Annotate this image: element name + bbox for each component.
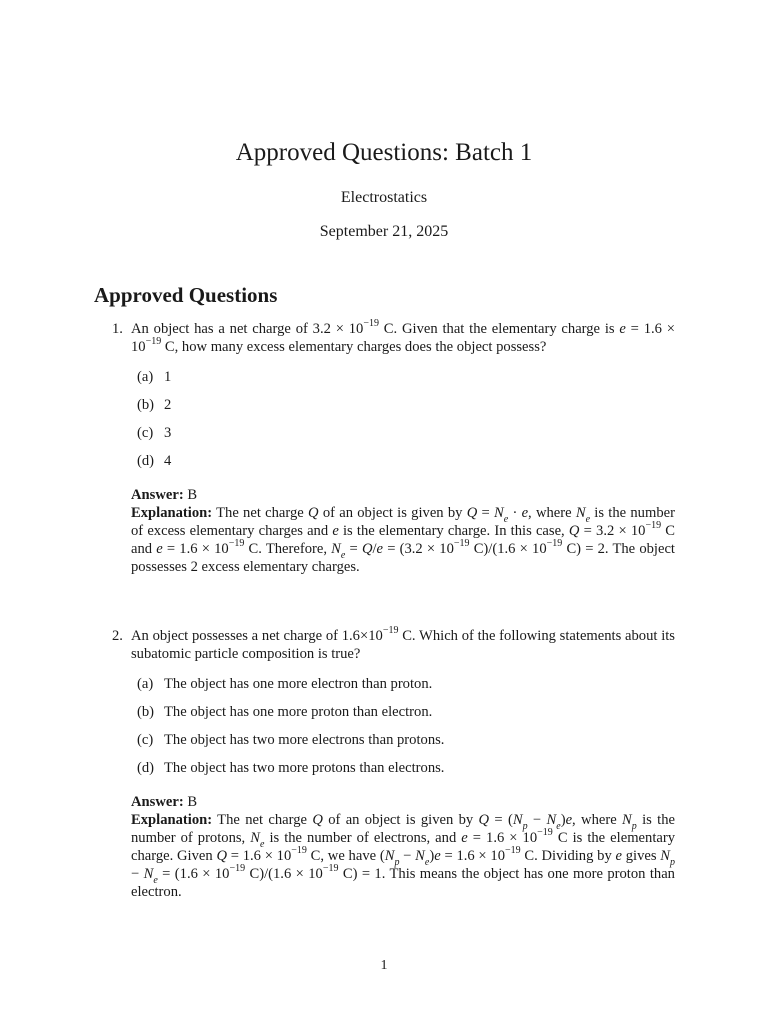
document-subtitle: Electrostatics — [340, 189, 428, 206]
option-text: 3 — [164, 425, 172, 441]
answer-value: B — [187, 794, 198, 810]
option-text: The object has one more electron than proton. — [164, 676, 433, 692]
answer-label: Answer: — [131, 487, 184, 503]
question-number: 1. — [112, 321, 123, 337]
answer-line — [131, 793, 675, 811]
option-text: The object has one more proton than electron. — [164, 704, 433, 720]
section-heading: Approved Questions — [94, 283, 278, 307]
option-d — [131, 452, 675, 480]
option-label: (c) — [137, 425, 154, 441]
explanation-label: Explanation: — [131, 812, 213, 828]
option-label: (b) — [137, 704, 155, 720]
explanation-label: Explanation: — [131, 505, 213, 521]
option-label: (d) — [137, 760, 155, 776]
option-b — [131, 703, 675, 731]
document-title: Approved Questions: Batch 1 — [235, 139, 533, 166]
question-2 — [105, 627, 675, 901]
option-label: (a) — [137, 676, 154, 692]
option-label: (b) — [137, 397, 155, 413]
option-text: The object has two more protons than electrons. — [164, 760, 445, 776]
answer-block — [131, 793, 675, 901]
question-number: 2. — [112, 628, 123, 644]
option-b — [131, 396, 675, 424]
question-text: An object possesses a net charge of $1.6\times 10^{-19}$ C. Which of the following statements about its subatomic particle composition is true? — [131, 625, 675, 662]
option-text: The object has two more electrons than protons. — [164, 732, 445, 748]
question-text: An object has a net charge of $3.2 \times 10^{-19}$ C. Given that the elementary charge is $e = 1.6 \times 10^{-19}$ C, how many excess elementary charges does the object possess? — [131, 318, 675, 355]
option-d — [131, 759, 675, 787]
question-1 — [105, 320, 675, 576]
option-c — [131, 731, 675, 759]
option-a — [131, 368, 675, 396]
options-list — [131, 368, 675, 480]
answer-value: B — [187, 487, 198, 503]
document-date: September 21, 2025 — [319, 223, 449, 240]
option-text: 4 — [164, 453, 172, 469]
option-label: (d) — [137, 453, 155, 469]
option-label: (a) — [137, 369, 154, 385]
option-text: 2 — [164, 397, 172, 413]
option-a — [131, 675, 675, 703]
option-c — [131, 424, 675, 452]
answer-block — [131, 486, 675, 576]
answer-line — [131, 486, 675, 504]
explanation-text: Explanation: The net charge Q of an object is given by $Q = (N_p - N_e)e$, where $N_p$ is the number of protons, $N_e$ is the number of electrons, and $e = 1.6 \times 10^{-19}$ C is the elementary charge. Given $Q = 1.6 \times 10^{-19}$ C, we have $(N_p - N_e)e = 1.6 \times 10^{-19}$ C. Dividing by e gives $N_p - N_e = (1.6 \times 10^{-19}$ $C)/(1.6 \times 10^{-19}$ C) = 1. This means the object has one more proton than electron. — [131, 812, 676, 900]
page-number: 1 — [380, 958, 388, 973]
option-text: 1 — [164, 369, 172, 385]
option-label: (c) — [137, 732, 154, 748]
options-list — [131, 675, 675, 787]
explanation-text: Explanation: The net charge Q of an object is given by $Q = N_e \cdot e$, where $N_e$ is the number of excess elementary charges and e is the elementary charge. In this case, $Q = 3.2 \times 10^{-19}$ C and $e = 1.6 \times 10^{-19}$ C. Therefore, $N_e = Q/e = (3.2 \times 10^{-19}$ $C)/(1.6 \times 10^{-19}$ C) = 2. The object possesses 2 excess elementary charges. — [131, 505, 676, 575]
answer-label: Answer: — [131, 794, 184, 810]
